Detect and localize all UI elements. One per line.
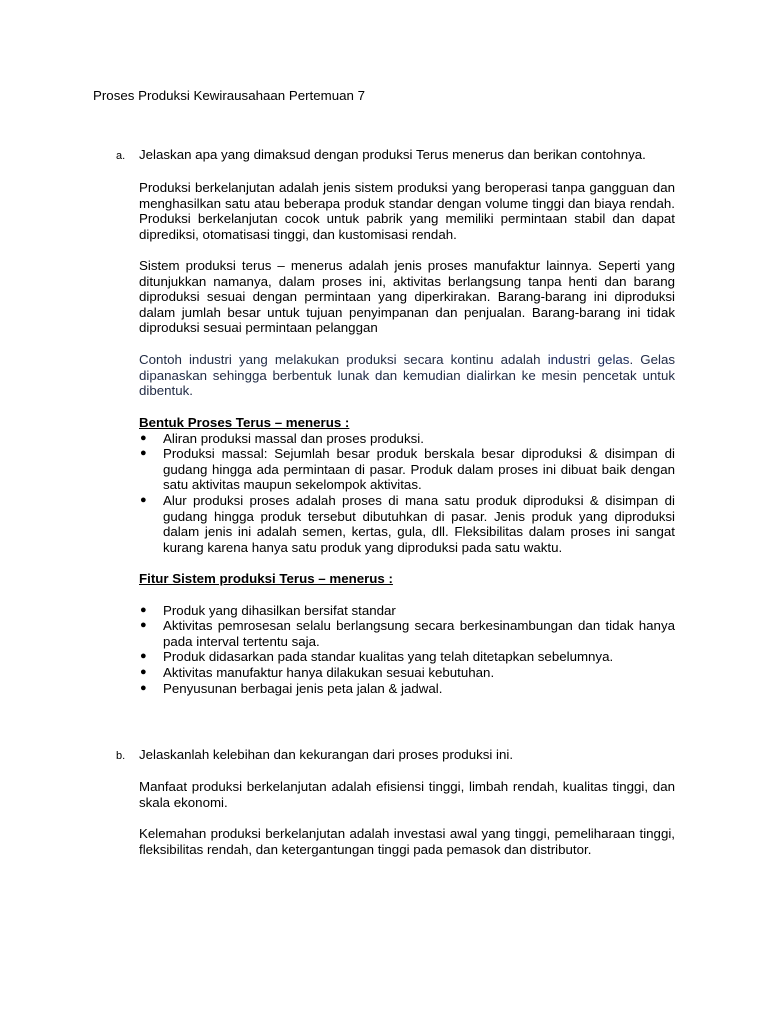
list-item-text: Aliran produksi massal dan proses produksi. <box>163 430 424 446</box>
bullet-icon: ● <box>140 619 147 632</box>
paragraph-text: Manfaat produksi berkelanjutan adalah efisiensi tinggi, limbah rendah, kualitas tinggi, dan skala ekonomi. <box>139 779 675 810</box>
fitur-section <box>139 571 675 696</box>
list-item-text: Produk didasarkan pada standar kualitas yang telah ditetapkan sebelumnya. <box>163 649 614 665</box>
list-item-text: Aktivitas pemrosesan selalu berlangsung secara berkesinambungan dan tidak hanya pada interval tertentu saja. <box>163 618 675 649</box>
list-item-text: Produk yang dihasilkan bersifat standar <box>163 602 396 618</box>
bullet-icon: ● <box>140 603 147 616</box>
list-item <box>139 665 675 681</box>
paragraph-text: Sistem produksi terus – menerus adalah jenis proses manufaktur lainnya. Seperti yang ditunjukkan namanya, dalam proses ini, aktivitas berlangsung tanpa henti dan barang diproduksi sesuai dengan permintaan yang diperkirakan. Barang-barang ini diproduksi dalam jumlah besar untuk tujuan penyimpanan dan penjualan. Barang-barang ini tidak diproduksi sesuai permintaan pelanggan <box>139 258 675 336</box>
list-item-text: Aktivitas manufaktur hanya dilakukan sesuai kebutuhan. <box>163 664 495 680</box>
bullet-icon: ● <box>140 447 147 460</box>
list-item <box>139 603 675 619</box>
paragraph-text-part: Contoh industri yang melakukan produksi secara kontinu adalah <box>139 352 548 367</box>
list-item-text: Penyusunan berbagai jenis peta jalan & jadwal. <box>163 680 443 696</box>
list-item <box>139 681 675 697</box>
fitur-list <box>139 603 675 697</box>
paragraph-text: Kelemahan produksi berkelanjutan adalah investasi awal yang tinggi, pemeliharaan tinggi, fleksibilitas rendah, dan ketergantungan tinggi pada pemasok dan distributor. <box>139 826 675 857</box>
highlight-link-text: industri gelas <box>547 352 630 367</box>
paragraph-text: Produksi berkelanjutan adalah jenis sistem produksi yang beroperasi tanpa gangguan dan menghasilkan satu atau beberapa produk standar dengan volume tinggi dan biaya rendah. Produksi berkelanjutan cocok untuk pabrik yang memiliki permintaan stabil dan dapat diprediksi, otomatisasi tinggi, dan kustomisasi rendah. <box>139 180 675 242</box>
bullet-icon: ● <box>140 681 147 694</box>
section-b-question: Jelaskanlah kelebihan dan kekurangan dari proses produksi ini. <box>139 747 514 762</box>
section-b-paragraph-2 <box>139 826 675 857</box>
bullet-icon: ● <box>140 665 147 678</box>
section-a-paragraph-3 <box>139 352 675 399</box>
list-item <box>139 649 675 665</box>
section-b-marker: b. <box>116 750 126 762</box>
list-item <box>139 431 675 447</box>
list-item-text: Produksi massal: Sejumlah besar produk berskala besar diproduksi & disimpan di gudang hingga ada permintaan di pasar. Produk dalam proses ini dibuat baik dengan satu aktivitas maupun sekelompok aktivitas. <box>163 446 675 493</box>
section-b-paragraph-1 <box>139 779 675 810</box>
list-item <box>139 446 675 493</box>
list-item <box>139 493 675 555</box>
paragraph-text <box>139 352 675 399</box>
section-a-paragraph-1 <box>139 180 675 242</box>
bullet-icon: ● <box>140 493 147 506</box>
list-item-text: Alur produksi proses adalah proses di mana satu produk diproduksi & disimpan di gudang hingga produk tersebut dibutuhkan di pasar. Jenis produk yang diproduksi dalam jenis ini adalah semen, kertas, gula, dll. Fleksibilitas dalam proses ini sangat kurang karena hanya satu produk yang diproduksi pada satu waktu. <box>163 492 675 555</box>
list-item <box>139 618 675 649</box>
bentuk-heading: Bentuk Proses Terus – menerus : <box>139 415 350 430</box>
paragraph-text-part: . Gelas dipanaskan sehingga berbentuk lunak dan kemudian dialirkan ke mesin pencetak untuk dibentuk. <box>139 352 675 399</box>
bentuk-list <box>139 431 675 556</box>
fitur-heading: Fitur Sistem produksi Terus – menerus : <box>139 571 393 586</box>
document-title: Proses Produksi Kewirausahaan Pertemuan 7 <box>93 88 365 103</box>
section-a-marker: a. <box>116 150 126 162</box>
section-a-paragraph-2 <box>139 258 675 336</box>
section-a-question: Jelaskan apa yang dimaksud dengan produksi Terus menerus dan berikan contohnya. <box>139 147 646 162</box>
bullet-icon: ● <box>140 431 147 444</box>
bentuk-section <box>139 415 675 555</box>
bullet-icon: ● <box>140 650 147 663</box>
